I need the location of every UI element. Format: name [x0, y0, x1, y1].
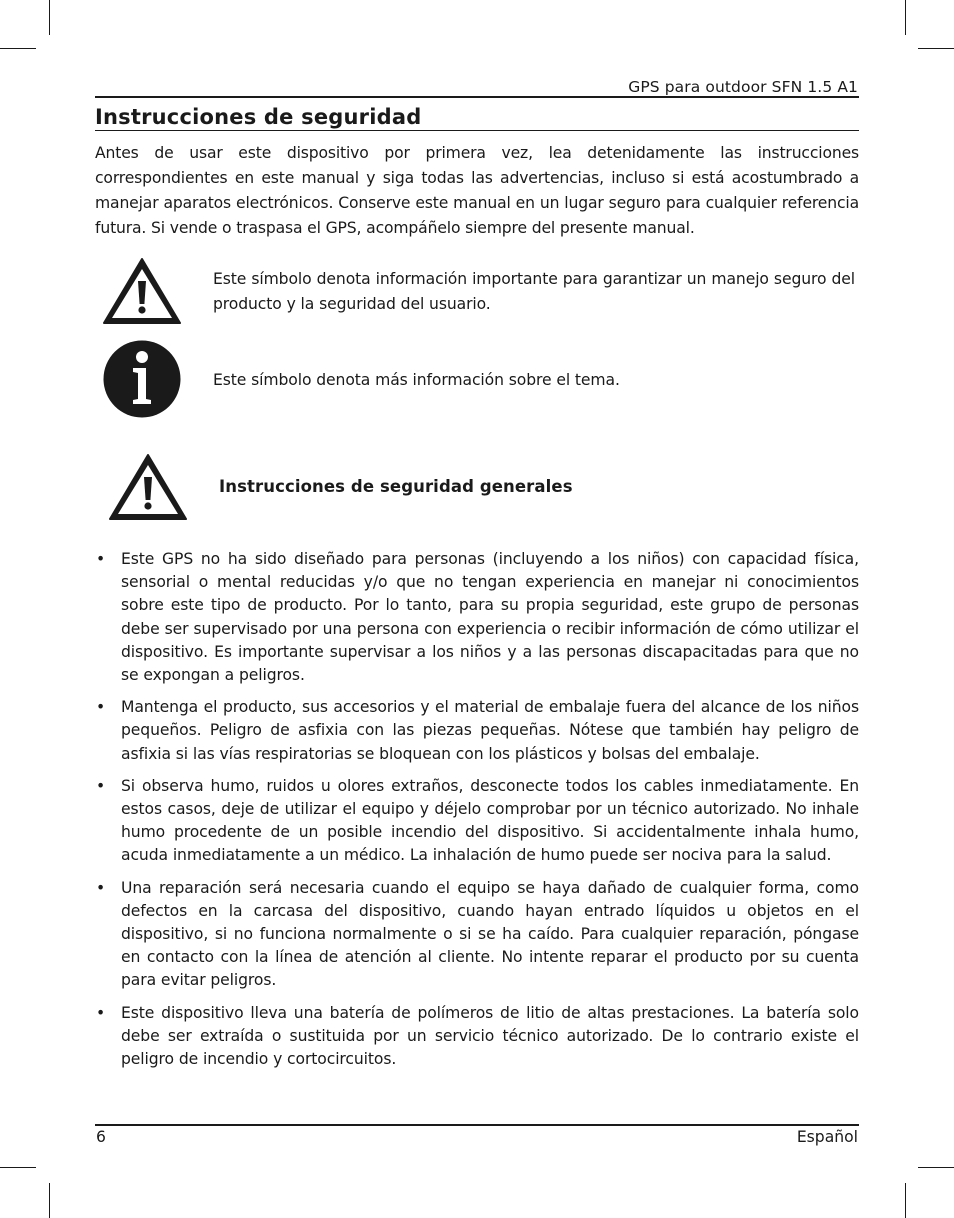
crop-mark [905, 0, 906, 35]
bullet-text: Este dispositivo lleva una batería de polímeros de litio de altas prestaciones. La batería solo debe ser extraída o sustituida por un servicio técnico autorizado. De lo contrario existe el peligro de incendio y cortocircuitos. [121, 1003, 859, 1069]
footer-language: Español [796, 1128, 858, 1146]
crop-mark [0, 48, 36, 49]
list-item [96, 548, 859, 687]
bullet-marker: • [96, 776, 106, 795]
warning-triangle-icon [102, 257, 182, 325]
crop-mark [49, 0, 50, 35]
info-circle-icon [103, 340, 181, 418]
bullet-marker: • [96, 878, 106, 897]
list-item [96, 877, 859, 993]
safety-bullet-list [96, 548, 859, 1080]
crop-mark [49, 1183, 50, 1218]
section-title: Instrucciones de seguridad [95, 105, 422, 129]
warning-triangle-icon [108, 453, 188, 521]
header-rule [95, 96, 859, 98]
info-symbol-description: Este símbolo denota más información sobre el tema. [213, 371, 620, 389]
bullet-marker: • [96, 698, 106, 717]
bullet-text: Mantenga el producto, sus accesorios y el material de embalaje fuera del alcance de los niños pequeños. Peligro de asfixia con las piezas pequeñas. Nótese que también hay peligro de asfixia si las vías respiratorias se bloquean con los plásticos y bolsas del embalaje. [121, 698, 859, 763]
bullet-text: Este GPS no ha sido diseñado para personas (incluyendo a los niños) con capacidad física, sensorial o mental reducidas y/o que no tengan experiencia en manejar ni conocimientos sobre este tipo de producto. Por lo tanto, para su propia seguridad, este grupo de personas debe ser supervisado por una persona con experiencia o recibir información de cómo utilizar el dispositivo. Es importante supervisar a los niños y a las personas discapacitadas para que no se expongan a peligros. [121, 550, 859, 685]
crop-mark [905, 1183, 906, 1218]
section-title-underline [95, 130, 859, 131]
footer-rule [95, 1124, 859, 1126]
list-item [96, 1002, 859, 1072]
bullet-text: Una reparación será necesaria cuando el equipo se haya dañado de cualquier forma, como defectos en la carcasa del dispositivo, cuando hayan entrado líquidos u objetos en el dispositivo, si no funciona normalmente o si se ha caído. Para cualquier reparación, póngase en contacto con la línea de atención al cliente. No intente reparar el producto por su cuenta para evitar peligros. [121, 878, 859, 990]
bullet-marker: • [96, 550, 106, 568]
general-safety-heading: Instrucciones de seguridad generales [219, 477, 573, 496]
bullet-text: Si observa humo, ruidos u olores extraños, desconecte todos los cables inmediatamente. En estos casos, deje de utilizar el equipo y déjelo comprobar por un técnico autorizado. No inhale humo procedente de un posible incendio del dispositivo. Si accidentalmente inhala humo, acuda inmediatamente a un médico. La inhalación de humo puede ser nociva para la salud. [121, 776, 859, 865]
running-header: GPS para outdoor SFN 1.5 A1 [628, 78, 858, 96]
page-number: 6 [96, 1128, 106, 1146]
list-item [96, 696, 859, 766]
crop-mark [0, 1167, 36, 1168]
crop-mark [918, 48, 954, 49]
crop-mark [918, 1167, 954, 1168]
bullet-marker: • [96, 1003, 106, 1022]
list-item [96, 775, 859, 868]
warning-symbol-description: Este símbolo denota información importante para garantizar un manejo seguro del producto y la seguridad del usuario. [213, 270, 855, 313]
intro-paragraph: Antes de usar este dispositivo por primera vez, lea detenidamente las instrucciones correspondientes en este manual y siga todas las advertencias, incluso si está acostumbrado a manejar aparatos electrónicos. Conserve este manual en un lugar seguro para cualquier referencia futura. Si vende o traspasa el GPS, acompáñelo siempre del presente manual. [95, 144, 859, 237]
